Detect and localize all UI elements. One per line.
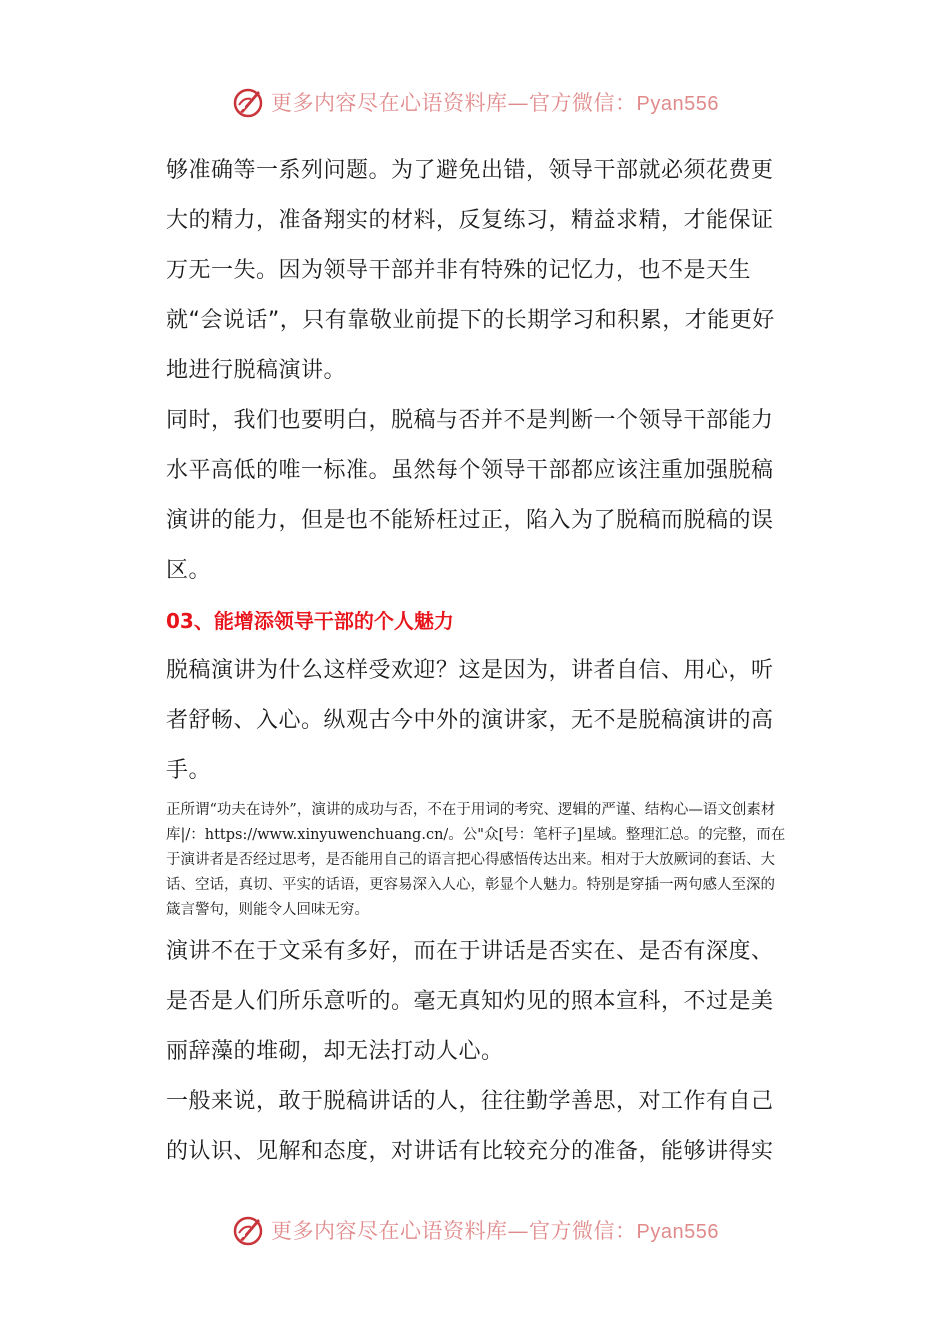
footer-text: 更多内容尽在心语资料库—官方微信：Pyan556 <box>271 1219 719 1243</box>
paragraph-3: 脱稿演讲为什么这样受欢迎？这是因为，讲者自信、用心，听者舒畅、入心。纵观古今中外的演讲家，无不是脱稿演讲的高手。 <box>166 658 774 783</box>
header-wechat-id: Pyan556 <box>636 93 719 115</box>
header-banner <box>0 82 950 122</box>
paragraph-1: 够准确等一系列问题。为了避免出错，领导干部就必须花费更大的精力，准备翔实的材料，反复练习，精益求精，才能保证万无一失。因为领导干部并非有特殊的记忆力，也不是天生就“会说话”，只有靠敬业前提下的长期学习和积累，才能更好地进行脱稿演讲。 <box>166 158 775 383</box>
small-print-paragraph: 正所谓“功夫在诗外”，演讲的成功与否，不在于用词的考究、逻辑的严谨、结构心—语文创素材库|/：https://www.xinyuwenchuang.cn/。公"众[号：笔杆子]星域。整理汇总。的完整，而在于演讲者是否经过思考，是否能用自己的语言把心得感悟传达出来。相对于大放厥词的套话、大话、空话，真切、平实的话语，更容易深入人心，彰显个人魅力。特别是穿插一两句感人至深的箴言警句，则能令人回味无穷。 <box>166 802 786 918</box>
paragraph-5: 一般来说，敢于脱稿讲话的人，往往勤学善思，对工作有自己的认识、见解和态度，对讲话有比较充分的准备，能够讲得实 <box>166 1089 774 1164</box>
quill-pen-seal-icon <box>231 85 265 119</box>
paragraph-4: 演讲不在于文采有多好，而在于讲话是否实在、是否有深度、是否是人们所乐意听的。毫无真知灼见的照本宣科，不过是美丽辞藻的堆砌，却无法打动人心。 <box>166 939 774 1064</box>
footer-banner <box>0 1210 950 1250</box>
paragraph-2: 同时，我们也要明白，脱稿与否并不是判断一个领导干部能力水平高低的唯一标准。虽然每个领导干部都应该注重加强脱稿演讲的能力，但是也不能矫枉过正，陷入为了脱稿而脱稿的误区。 <box>166 408 774 583</box>
quill-pen-seal-icon <box>231 1213 265 1247</box>
footer-wechat-id: Pyan556 <box>636 1221 719 1243</box>
header-text: 更多内容尽在心语资料库—官方微信：Pyan556 <box>271 91 719 115</box>
section-heading: 03、能增添领导干部的个人魅力 <box>166 609 454 633</box>
document-body <box>166 146 788 1177</box>
